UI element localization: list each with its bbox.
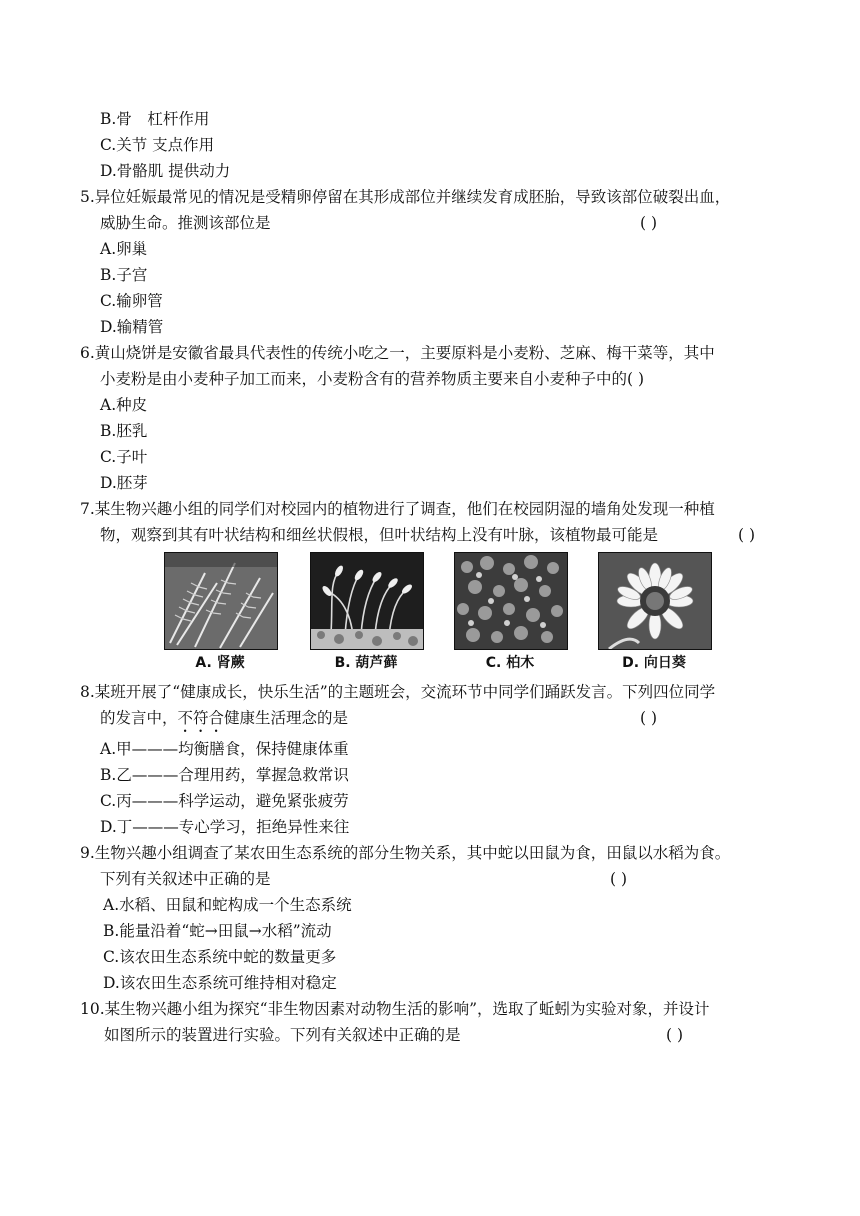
q7-stem-line1: 7.某生物兴趣小组的同学们对校园内的植物进行了调查，他们在校园阴湿的墙角处发现一种植: [80, 500, 715, 518]
q8-emphasis-text: 不符合: [177, 709, 225, 727]
q4-option-b: B.骨 杠杆作用: [100, 110, 210, 128]
q4-option-c: C.关节 支点作用: [100, 136, 215, 154]
q7-caption-a: A. 肾蕨: [195, 655, 245, 671]
q6-option-a: A.种皮: [100, 396, 148, 414]
q10-stem-line1: 10.某生物兴趣小组为探究“非生物因素对动物生活的影响”，选取了蚯蚓为实验对象，并设计: [80, 1000, 710, 1018]
q7-caption-b: B. 葫芦藓: [334, 655, 398, 671]
q4-option-d: D.骨骼肌 提供动力: [100, 162, 231, 180]
q5-option-b: B.子宫: [100, 266, 148, 284]
q9-option-c: C.该农田生态系统中蛇的数量更多: [103, 948, 337, 966]
q6-stem-line2: 小麦粉是由小麦种子加工而来，小麦粉含有的营养物质主要来自小麦种子中的( ): [100, 370, 645, 388]
q5-stem-line1: 5.异位妊娠最常见的情况是受精卵停留在其形成部位并继续发育成胚胎，导致该部位破裂出血，: [80, 188, 731, 206]
q6-option-d: D.胚芽: [100, 474, 148, 492]
q8-answer-bracket: ( ): [640, 709, 658, 727]
fern-photo-icon: [164, 552, 278, 650]
q8-option-d: D.丁———专心学习，拒绝异性来往: [100, 818, 350, 836]
q6-option-b: B.胚乳: [100, 422, 148, 440]
q8-stem-line2: [100, 707, 348, 736]
q8-stem-line1: 8.某班开展了“健康成长，快乐生活”的主题班会，交流环节中同学们踊跃发言。下列四位同学: [80, 683, 716, 701]
q8-option-a: A.甲———均衡膳食，保持健康体重: [100, 740, 349, 758]
q9-option-a: A.水稻、田鼠和蛇构成一个生态系统: [103, 896, 352, 914]
q10-answer-bracket: ( ): [666, 1026, 684, 1044]
q8-stem-pre: 的发言中，: [100, 709, 178, 727]
cypress-photo-icon: [454, 552, 568, 650]
moss-photo-icon: [310, 552, 424, 650]
q5-option-c: C.输卵管: [100, 292, 163, 310]
sunflower-photo-icon: [598, 552, 712, 650]
q9-stem-line1: 9.生物兴趣小组调查了某农田生态系统的部分生物关系，其中蛇以田鼠为食，田鼠以水稻为食。: [80, 844, 731, 862]
q7-caption-c: C. 柏木: [485, 655, 535, 671]
q8-option-c: C.丙———科学运动，避免紧张疲劳: [100, 792, 349, 810]
q8-stem-post: 健康生活理念的是: [224, 709, 349, 727]
q10-stem-line2: 如图所示的装置进行实验。下列有关叙述中正确的是: [104, 1026, 461, 1044]
q5-option-d: D.输精管: [100, 318, 164, 336]
q5-answer-bracket: ( ): [640, 214, 658, 232]
q9-option-d: D.该农田生态系统可维持相对稳定: [103, 974, 337, 992]
q9-option-b: B.能量沿着“蛇→田鼠→水稻”流动: [103, 922, 332, 940]
q9-stem-line2: 下列有关叙述中正确的是: [100, 870, 271, 888]
q6-stem-line1: 6.黄山烧饼是安徽省最具代表性的传统小吃之一，主要原料是小麦粉、芝麻、梅干菜等，其中: [80, 344, 715, 362]
q6-option-c: C.子叶: [100, 448, 148, 466]
q5-stem-line2: 威胁生命。推测该部位是: [100, 214, 271, 232]
q9-answer-bracket: ( ): [610, 870, 628, 888]
q5-option-a: A.卵巢: [100, 240, 148, 258]
q8-option-b: B.乙———合理用药，掌握急救常识: [100, 766, 349, 784]
q7-stem-line2: 物，观察到其有叶状结构和细丝状假根，但叶状结构上没有叶脉，该植物最可能是: [100, 526, 659, 544]
q7-answer-bracket: ( ): [738, 526, 756, 544]
q7-caption-d: D. 向日葵: [622, 655, 686, 671]
